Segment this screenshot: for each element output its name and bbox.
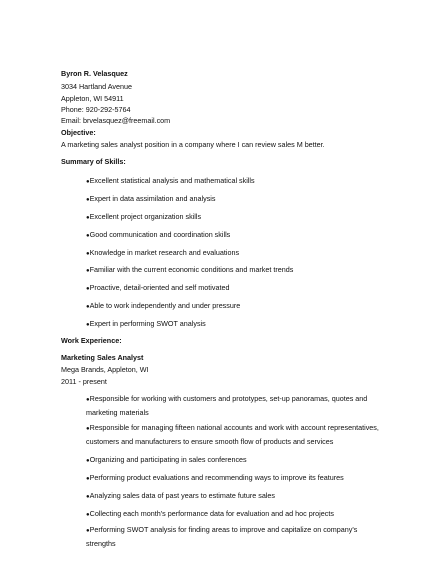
email-address: Email: brvelasquez@freemail.com bbox=[61, 116, 171, 125]
experience-heading: Work Experience: bbox=[61, 336, 122, 345]
duty-item: ●Responsible for managing fifteen national accounts and work with account representatives, customers and manufacturers to ensure smooth flow of products and services bbox=[86, 423, 379, 446]
bullet-icon: ● bbox=[86, 426, 90, 432]
skill-item: ●Excellent project organization skills bbox=[86, 212, 202, 221]
bullet-icon: ● bbox=[86, 286, 90, 292]
bullet-icon: ● bbox=[86, 268, 90, 274]
street-address: 3034 Hartland Avenue bbox=[61, 82, 133, 91]
job-title: Marketing Sales Analyst bbox=[61, 353, 144, 362]
skill-item: ●Expert in performing SWOT analysis bbox=[86, 319, 206, 328]
duty-item: ●Collecting each month's performance data for evaluation and ad hoc projects bbox=[86, 509, 334, 518]
phone-number: Phone: 920-292-5764 bbox=[61, 105, 131, 114]
bullet-icon: ● bbox=[86, 458, 90, 464]
applicant-name: Byron R. Velasquez bbox=[61, 69, 128, 78]
duty-item: ●Analyzing sales data of past years to estimate future sales bbox=[86, 491, 276, 500]
objective-heading: Objective: bbox=[61, 128, 96, 137]
objective-text: A marketing sales analyst position in a company where I can review sales M better. bbox=[61, 140, 325, 149]
duty-item: ●Performing product evaluations and recommending ways to improve its features bbox=[86, 473, 344, 482]
skill-item: ●Excellent statistical analysis and mathematical skills bbox=[86, 176, 255, 185]
bullet-icon: ● bbox=[86, 512, 90, 518]
skills-heading: Summary of Skills: bbox=[61, 157, 126, 166]
city-state-zip: Appleton, WI 54911 bbox=[61, 94, 124, 103]
bullet-icon: ● bbox=[86, 251, 90, 257]
bullet-icon: ● bbox=[86, 494, 90, 500]
bullet-icon: ● bbox=[86, 476, 90, 482]
skill-item: ●Familiar with the current economic conditions and market trends bbox=[86, 265, 294, 274]
bullet-icon: ● bbox=[86, 304, 90, 310]
bullet-icon: ● bbox=[86, 197, 90, 203]
skill-item: ●Proactive, detail-oriented and self motivated bbox=[86, 283, 230, 292]
employment-dates: 2011 - present bbox=[61, 377, 107, 386]
bullet-icon: ● bbox=[86, 528, 90, 534]
bullet-icon: ● bbox=[86, 233, 90, 239]
duty-item: ●Organizing and participating in sales conferences bbox=[86, 455, 247, 464]
bullet-icon: ● bbox=[86, 322, 90, 328]
bullet-icon: ● bbox=[86, 397, 90, 403]
skill-item: ●Able to work independently and under pressure bbox=[86, 301, 241, 310]
bullet-icon: ● bbox=[86, 215, 90, 221]
company-name: Mega Brands, Appleton, WI bbox=[61, 365, 149, 374]
bullet-icon: ● bbox=[86, 179, 90, 185]
skill-item: ●Knowledge in market research and evaluations bbox=[86, 248, 240, 257]
skill-item: ●Good communication and coordination skills bbox=[86, 230, 231, 239]
duty-item: ●Responsible for working with customers and prototypes, set-up panoramas, quotes and marketing materials bbox=[86, 394, 368, 417]
duty-item: ●Performing SWOT analysis for finding areas to improve and capitalize on company's strengths bbox=[86, 525, 358, 548]
skill-item: ●Expert in data assimilation and analysis bbox=[86, 194, 216, 203]
